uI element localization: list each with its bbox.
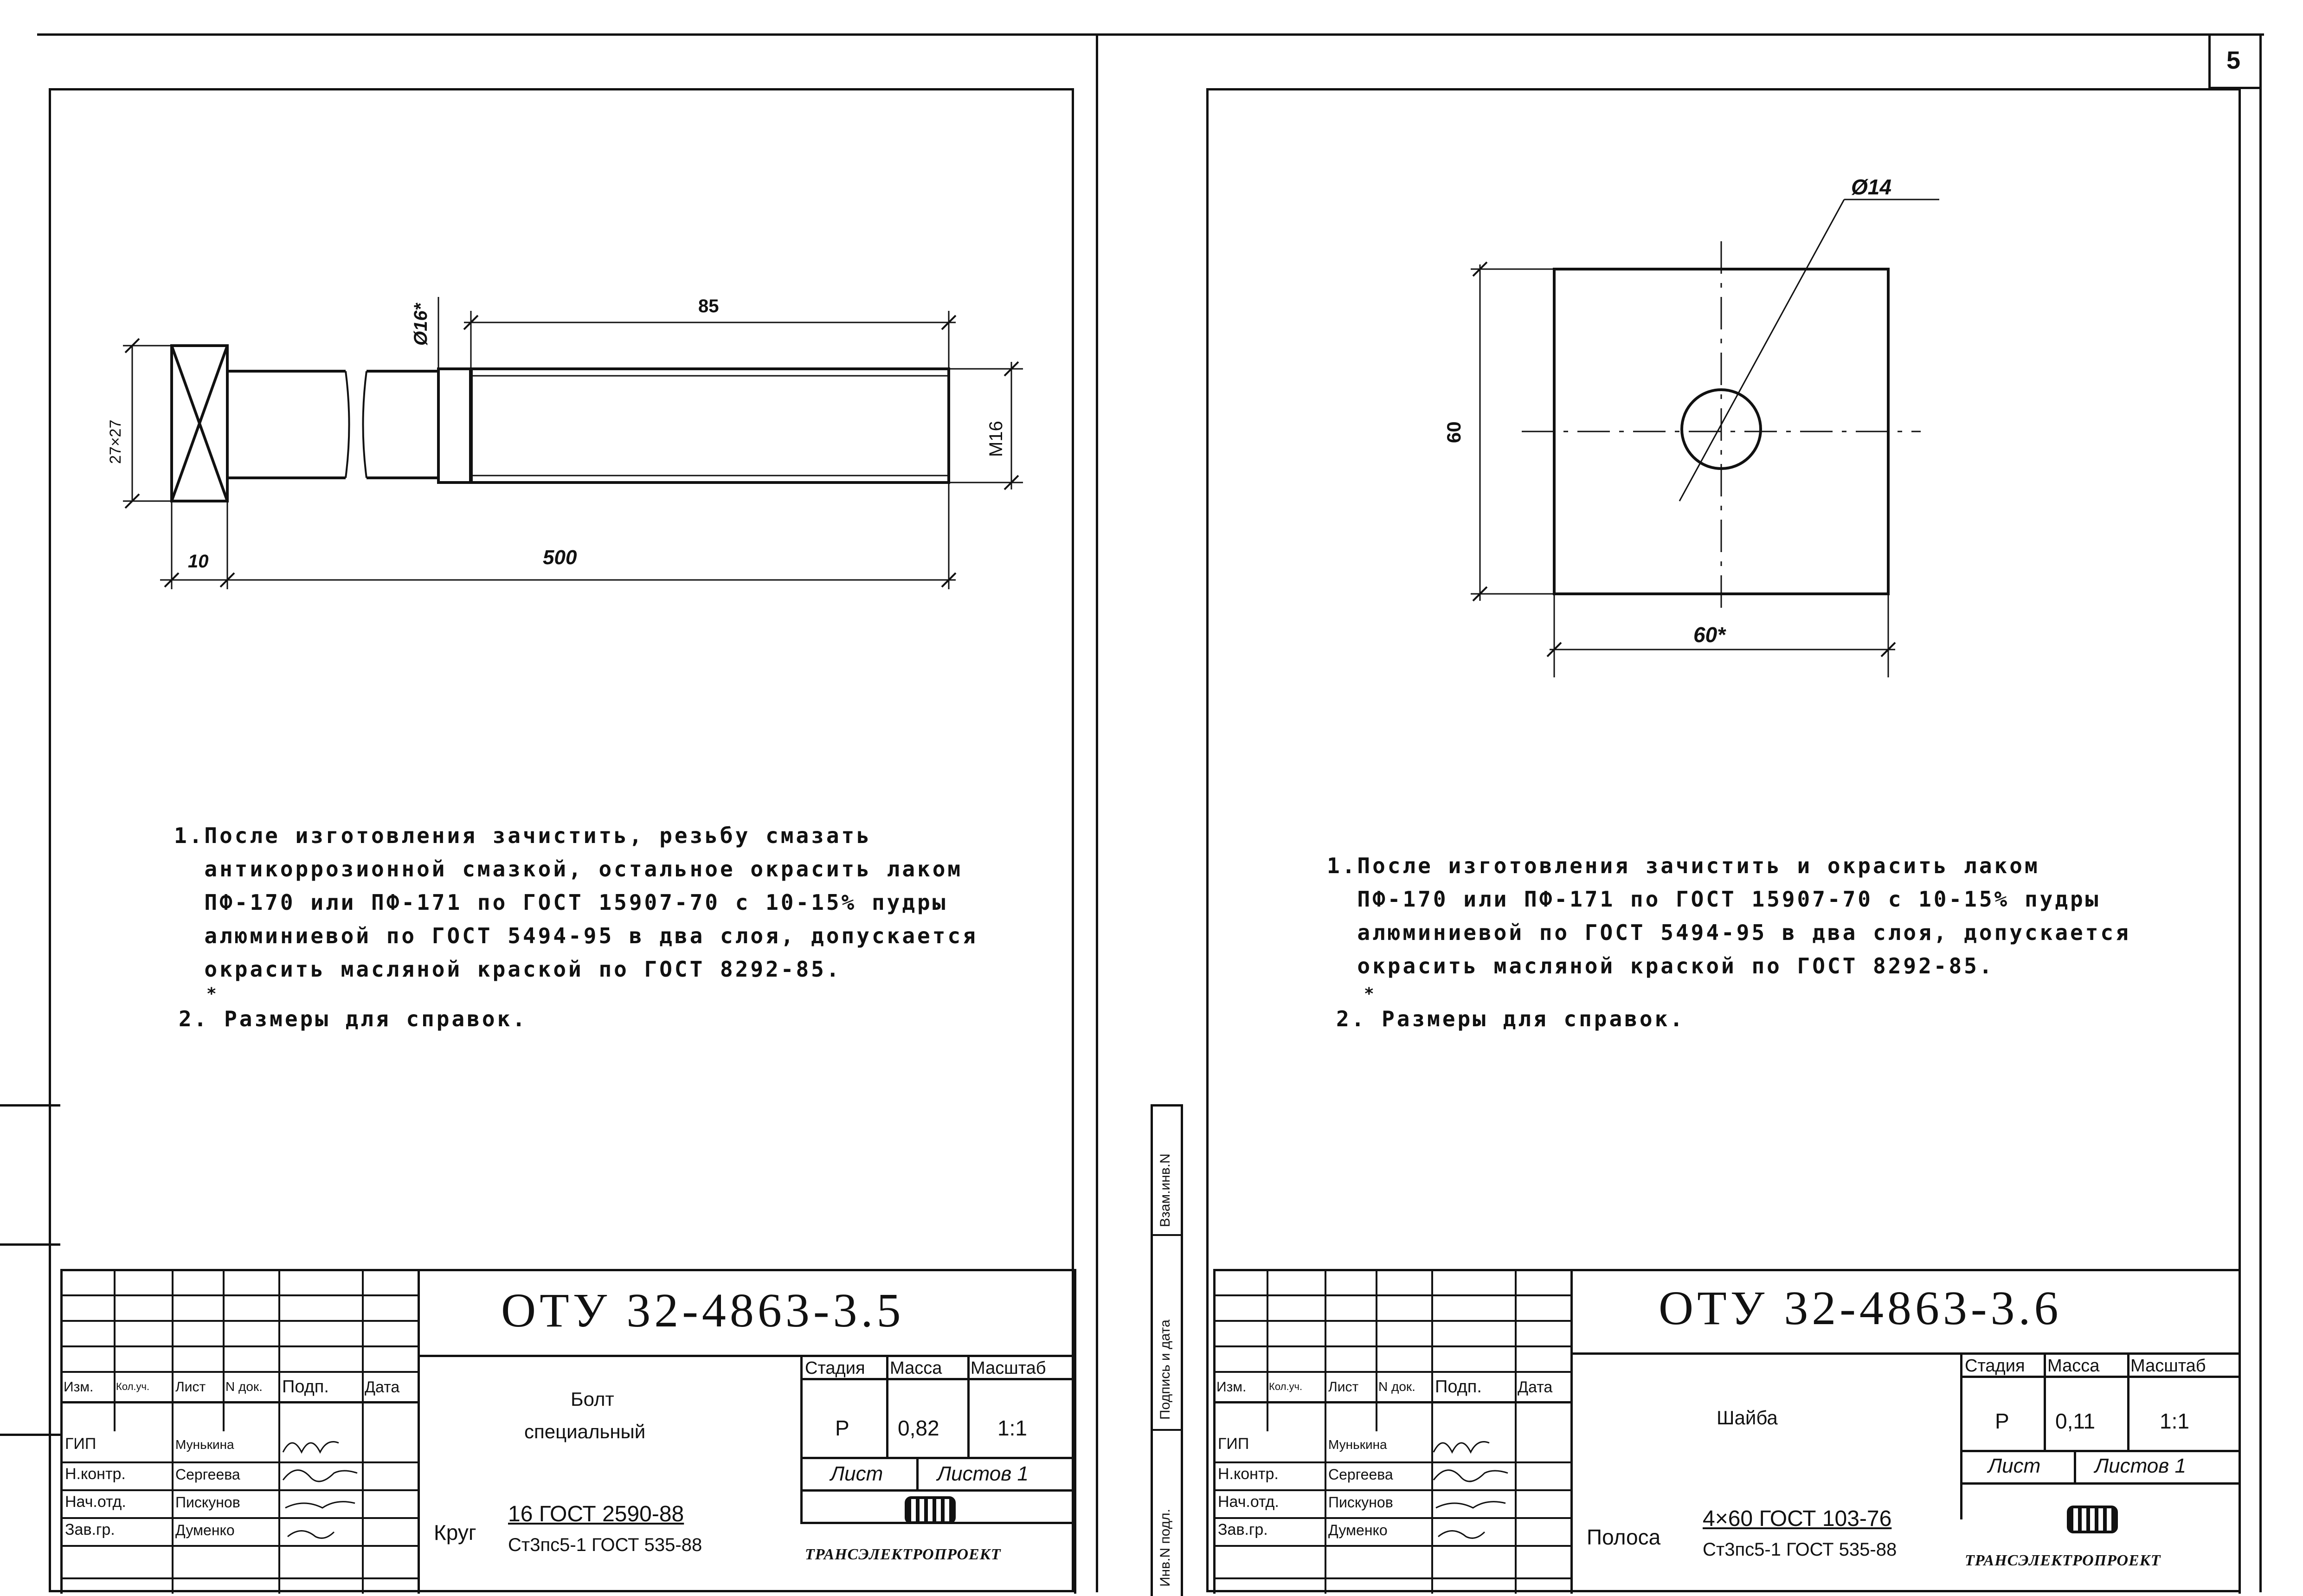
dim-thread-length: 85 — [698, 296, 719, 316]
stamp-line — [1151, 1234, 1183, 1236]
company-logo-icon — [2067, 1506, 2118, 1533]
hdr-podp: Подп. — [1435, 1377, 1482, 1396]
left-note-1: 1.После изготовления зачистить, резьбу смазать антикоррозионной смазкой, остальное окрасить лаком ПФ-170 или ПФ-171 по ГОСТ 15907-70 с 10-15% пудры алюминиевой по ГОСТ 5494-95 в два слоя, допускается окрасить масляной краской по ГОСТ 8292-85. — [174, 823, 978, 982]
role-gip: ГИП — [1218, 1435, 1249, 1453]
left-part-name-1: Болт — [571, 1388, 614, 1410]
right-note-star: * — [1364, 985, 1377, 1004]
tb-hline — [1960, 1482, 2241, 1485]
stage-header: Стадия — [1965, 1356, 2025, 1376]
hdr-kol: Кол.уч. — [1269, 1381, 1303, 1392]
right-doc-code: ОТУ 32-4863-3.6 — [1659, 1281, 2062, 1335]
hdr-ndok: N док. — [225, 1379, 263, 1394]
material-prefix: Полоса — [1587, 1525, 1661, 1549]
sheet-number: 5 — [2226, 46, 2241, 74]
right-note-1: 1.После изготовления зачистить и окрасить лаком ПФ-170 или ПФ-171 по ГОСТ 15907-70 с 10-15% пудры алюминиевой по ГОСТ 5494-95 в два слоя, допускается окрасить масляной краской по ГОСТ 8292-85. — [1327, 853, 2131, 978]
stage-value: Р — [1995, 1409, 2009, 1433]
dim-shank-diameter: Ø16* — [411, 303, 431, 346]
role-zavgr: Зав.гр. — [1218, 1521, 1268, 1538]
grid-col — [1376, 1269, 1377, 1431]
role-nkontr: Н.контр. — [1218, 1465, 1279, 1483]
grid-col — [1431, 1269, 1433, 1594]
material-bottom: Ст3пс5-1 ГОСТ 535-88 — [1703, 1539, 1897, 1560]
grid-col — [1515, 1269, 1517, 1594]
material-prefix: Круг — [434, 1520, 476, 1545]
grid-col — [1267, 1269, 1268, 1431]
hdr-list: Лист — [175, 1379, 206, 1395]
tb-divider — [1570, 1269, 1573, 1594]
company-logo-icon — [905, 1496, 956, 1524]
company-name: ТРАНСЭЛЕКТРОПРОЕКТ — [1965, 1552, 2161, 1569]
role-nachotd: Нач.отд. — [1218, 1493, 1279, 1511]
role-nkontr: Н.контр. — [65, 1465, 126, 1483]
name-1: Мунькина — [175, 1437, 234, 1452]
stamp-sign-date: Подпись и дата — [1158, 1319, 1173, 1420]
grid-row — [1213, 1489, 1570, 1491]
right-note-2: 2. Размеры для справок. — [1336, 1006, 1685, 1031]
mass-value: 0,82 — [898, 1416, 939, 1440]
name-3: Пискунов — [175, 1494, 240, 1511]
dim-total-length: 500 — [543, 546, 577, 569]
right-part-name: Шайба — [1717, 1407, 1778, 1429]
hdr-ndok: N док. — [1378, 1379, 1415, 1394]
dim-width: 60* — [1693, 623, 1726, 647]
stamp-line — [1151, 1429, 1183, 1431]
name-2: Сергеева — [175, 1466, 240, 1483]
hdr-izm: Изм. — [64, 1379, 94, 1395]
hdr-podp: Подп. — [282, 1377, 329, 1396]
name-4: Думенко — [175, 1522, 235, 1538]
role-gip: ГИП — [65, 1435, 96, 1453]
left-note-2: 2. Размеры для справок. — [179, 1006, 528, 1031]
role-zavgr: Зав.гр. — [65, 1521, 115, 1538]
company-name: ТРАНСЭЛЕКТРОПРОЕКТ — [805, 1546, 1001, 1563]
stage-value: Р — [835, 1416, 849, 1440]
mass-value: 0,11 — [2055, 1409, 2096, 1433]
grid-row — [1213, 1577, 1570, 1579]
material-bottom: Ст3пс5-1 ГОСТ 535-88 — [508, 1535, 702, 1555]
name-4: Думенко — [1328, 1522, 1388, 1538]
tb-vline — [2074, 1450, 2076, 1482]
hdr-kol: Кол.уч. — [116, 1381, 150, 1392]
material-top: 4×60 ГОСТ 103-76 — [1703, 1506, 1892, 1531]
stage-header: Стадия — [805, 1358, 865, 1378]
grid-row — [1213, 1545, 1570, 1547]
stamp-inv-podl: Инв.N подл. — [1158, 1508, 1173, 1587]
grid-row — [1213, 1461, 1570, 1463]
hdr-izm: Изм. — [1216, 1379, 1247, 1395]
hdr-list: Лист — [1328, 1379, 1359, 1395]
scale-header: Масштаб — [2130, 1356, 2206, 1376]
left-part-name-2: специальный — [524, 1421, 646, 1442]
sheet-label: Лист — [1988, 1454, 2041, 1477]
role-nachotd: Нач.отд. — [65, 1493, 126, 1511]
sheets-label: Листов 1 — [937, 1462, 1029, 1485]
stamp-inv-vzam: Взам.инв.N — [1158, 1153, 1173, 1227]
tb-vline — [2127, 1352, 2129, 1450]
grid-col — [1325, 1269, 1326, 1594]
grid-row — [1213, 1517, 1570, 1519]
dim-head-length: 10 — [188, 551, 209, 572]
tb-hline — [1960, 1376, 2241, 1378]
left-note-star: * — [206, 985, 219, 1004]
material-top: 16 ГОСТ 2590-88 — [508, 1502, 684, 1526]
name-1: Мунькина — [1328, 1437, 1387, 1452]
tb-hline — [1570, 1352, 2241, 1355]
dim-hole: Ø14 — [1851, 175, 1891, 199]
scale-value: 1:1 — [997, 1416, 1027, 1440]
dim-thread-size: M16 — [986, 421, 1006, 457]
sheet-label: Лист — [830, 1462, 883, 1485]
mass-header: Масса — [890, 1358, 942, 1378]
dim-height: 60 — [1443, 421, 1465, 443]
tb-vline — [2044, 1352, 2046, 1450]
left-doc-code: ОТУ 32-4863-3.5 — [501, 1284, 905, 1337]
tb-hline — [1960, 1450, 2241, 1452]
dim-head-size: 27×27 — [107, 419, 124, 464]
name-3: Пискунов — [1328, 1494, 1393, 1511]
name-2: Сергеева — [1328, 1466, 1393, 1483]
mass-header: Масса — [2047, 1356, 2100, 1376]
hdr-data: Дата — [1518, 1378, 1553, 1396]
scale-header: Масштаб — [971, 1358, 1046, 1378]
scale-value: 1:1 — [2160, 1409, 2189, 1433]
hdr-data: Дата — [365, 1378, 400, 1396]
sheets-label: Листов 1 — [2095, 1454, 2186, 1477]
